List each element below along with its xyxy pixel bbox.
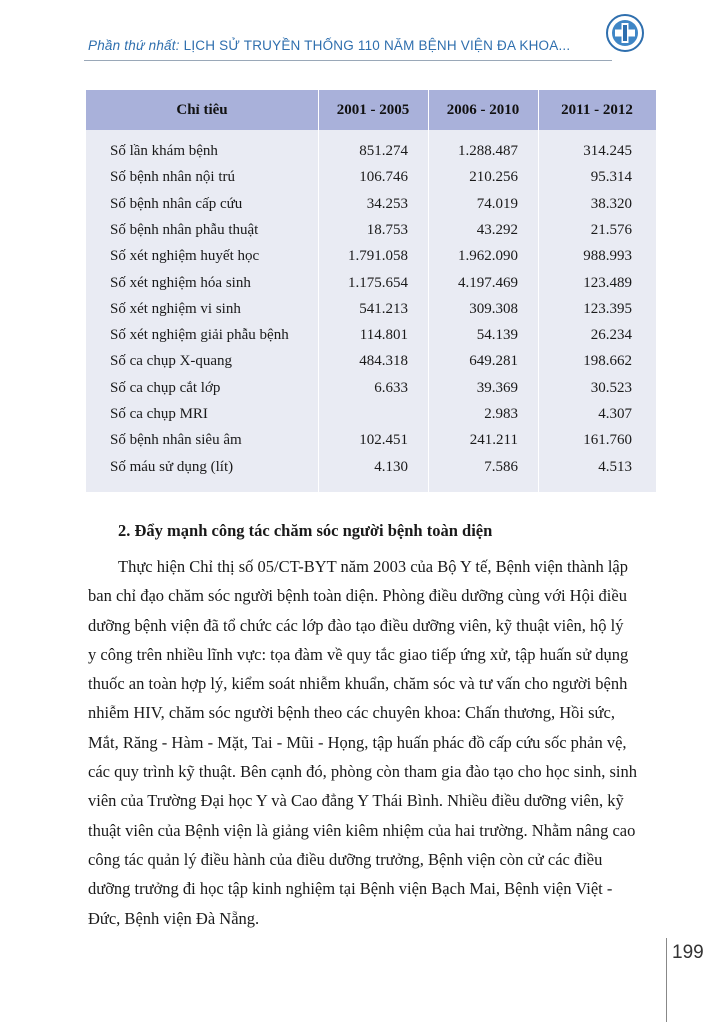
row-label: Số xét nghiệm vi sinh [110, 300, 241, 317]
cell-2011-2012: 21.576 [590, 221, 632, 238]
section-heading: 2. Đẩy mạnh công tác chăm sóc người bệnh toàn diện [118, 521, 493, 540]
header-divider [84, 60, 612, 61]
cell-2001-2005: 6.633 [374, 379, 408, 396]
cell-2006-2010: 649.281 [469, 353, 518, 370]
table-row [86, 401, 656, 427]
paragraph-line: dưỡng bệnh viện đã tổ chức các lớp đào tạo điều dưỡng viên, kỹ thuật viên, hộ lý [88, 615, 624, 635]
cell-2011-2012: 198.662 [583, 353, 632, 370]
paragraph-line: công tác quản lý điều hành của điều dưỡng trưởng, Bệnh viện còn cử các điều [88, 849, 603, 869]
cell-2011-2012: 38.320 [590, 195, 632, 212]
header-prefix: Phần thứ nhất: [88, 38, 180, 53]
cell-2001-2005: 4.130 [374, 458, 408, 475]
table-row [86, 191, 656, 217]
page-number-divider [666, 938, 667, 1022]
column-header-period-1: 2001 - 2005 [336, 102, 410, 118]
cell-2006-2010: 39.369 [476, 379, 518, 396]
table-row [86, 270, 656, 296]
paragraph-line: Đức, Bệnh viện Đà Nẵng. [88, 908, 260, 928]
paragraph-line: các quy trình kỹ thuật. Bên cạnh đó, phòng còn tham gia đào tạo cho học sinh, sinh [88, 762, 637, 782]
table-row [86, 243, 656, 269]
cell-2006-2010: 309.308 [469, 300, 518, 317]
table-row [86, 454, 656, 480]
statistics-table [86, 90, 656, 492]
cell-2006-2010: 241.211 [469, 432, 518, 449]
paragraph-line: thuật viên của Bệnh viện là giảng viên kiêm nhiệm của hai trường. Nhằm nâng cao [88, 820, 636, 840]
paragraph-line: dưỡng trưởng đi học tập kinh nghiệm tại Bệnh viện Bạch Mai, Bệnh viện Việt - [88, 879, 613, 899]
running-header [88, 38, 570, 53]
paragraph-line: Thực hiện Chỉ thị số 05/CT-BYT năm 2003 của Bộ Y tế, Bệnh viện thành lập [118, 557, 628, 576]
cell-2001-2005: 102.451 [359, 432, 408, 449]
paragraph-line: viên của Trường Đại học Y và Cao đẳng Y Thái Bình. Nhiều điều dưỡng viên, kỹ [88, 791, 624, 811]
cell-2001-2005: 114.801 [359, 327, 408, 344]
paragraph-line: thuốc an toàn hợp lý, kiểm soát nhiễm khuẩn, chăm sóc và tư vấn cho người bệnh [88, 674, 628, 694]
paragraph-line: nhiễm HIV, chăm sóc người bệnh theo các chuyên khoa: Chấn thương, Hồi sức, [88, 703, 615, 723]
row-label: Số bệnh nhân nội trú [110, 169, 235, 186]
cell-2001-2005: 18.753 [366, 221, 408, 238]
table-row [86, 296, 656, 322]
cell-2006-2010: 43.292 [476, 221, 518, 238]
column-header-indicator: Chỉ tiêu [176, 102, 228, 118]
cell-2006-2010: 210.256 [469, 169, 518, 186]
table-row [86, 375, 656, 401]
row-label: Số xét nghiệm hóa sinh [110, 274, 251, 291]
cell-2001-2005: 541.213 [359, 300, 408, 317]
row-label: Số ca chụp X-quang [110, 353, 233, 370]
page-number: 199 [672, 942, 704, 963]
paragraph-line: ban chỉ đạo chăm sóc người bệnh toàn diện. Phòng điều dưỡng cùng với Hội điều [88, 586, 627, 606]
table-header [86, 90, 656, 130]
row-label: Số xét nghiệm huyết học [110, 248, 260, 265]
row-label: Số xét nghiệm giải phẫu bệnh [110, 327, 289, 344]
table-row [86, 164, 656, 190]
cell-2006-2010: 74.019 [476, 195, 518, 212]
paragraph-line: y công trên nhiều lĩnh vực: tọa đàm về quy tắc giao tiếp ứng xử, tập huấn sử dụng [88, 644, 629, 664]
cell-2011-2012: 4.307 [598, 406, 632, 422]
table-row [86, 427, 656, 453]
row-label: Số bệnh nhân phẫu thuật [110, 221, 259, 238]
cell-2011-2012: 161.760 [583, 432, 632, 449]
cell-2001-2005: 1.175.654 [348, 274, 408, 291]
cell-2011-2012: 123.395 [583, 300, 632, 317]
cell-2001-2005: 851.274 [359, 143, 408, 159]
row-label: Số ca chụp MRI [110, 406, 208, 422]
column-header-period-2: 2006 - 2010 [446, 102, 520, 118]
paragraph-line: Mắt, Răng - Hàm - Mặt, Tai - Mũi - Họng, tập huấn phác đồ cấp cứu sốc phản vệ, [88, 732, 627, 752]
cell-2006-2010: 2.983 [484, 406, 518, 422]
cell-2006-2010: 7.586 [484, 458, 518, 475]
cell-2011-2012: 314.245 [583, 143, 632, 159]
row-label: Số máu sử dụng (lít) [110, 458, 234, 475]
cell-2001-2005: 1.791.058 [348, 248, 408, 265]
row-label: Số bệnh nhân siêu âm [110, 432, 242, 449]
row-label: Số bệnh nhân cấp cứu [110, 195, 243, 212]
cell-2001-2005: 106.746 [359, 169, 408, 186]
cell-2011-2012: 123.489 [583, 274, 632, 291]
column-header-period-3: 2011 - 2012 [561, 102, 633, 118]
cell-2011-2012: 26.234 [590, 327, 632, 344]
table-row [86, 348, 656, 374]
cell-2006-2010: 4.197.469 [458, 274, 518, 291]
cell-2011-2012: 95.314 [590, 169, 632, 186]
table-row [86, 322, 656, 348]
cell-2001-2005: 34.253 [366, 195, 408, 212]
cell-2006-2010: 54.139 [476, 327, 518, 344]
cell-2006-2010: 1.962.090 [458, 248, 518, 265]
cell-2011-2012: 4.513 [598, 458, 632, 475]
cell-2011-2012: 30.523 [590, 379, 632, 396]
row-label: Số ca chụp cắt lớp [110, 379, 221, 396]
hospital-cross-logo-icon [606, 14, 644, 52]
cell-2011-2012: 988.993 [583, 248, 632, 265]
body-paragraph [88, 552, 658, 933]
cell-2006-2010: 1.288.487 [458, 143, 518, 159]
table-row [86, 217, 656, 243]
row-label: Số lần khám bệnh [110, 143, 218, 159]
cell-2001-2005: 484.318 [359, 353, 408, 370]
header-title-text: LỊCH SỬ TRUYỀN THỐNG 110 NĂM BỆNH VIỆN ĐA KHOA... [183, 38, 571, 53]
table-row [86, 138, 656, 164]
